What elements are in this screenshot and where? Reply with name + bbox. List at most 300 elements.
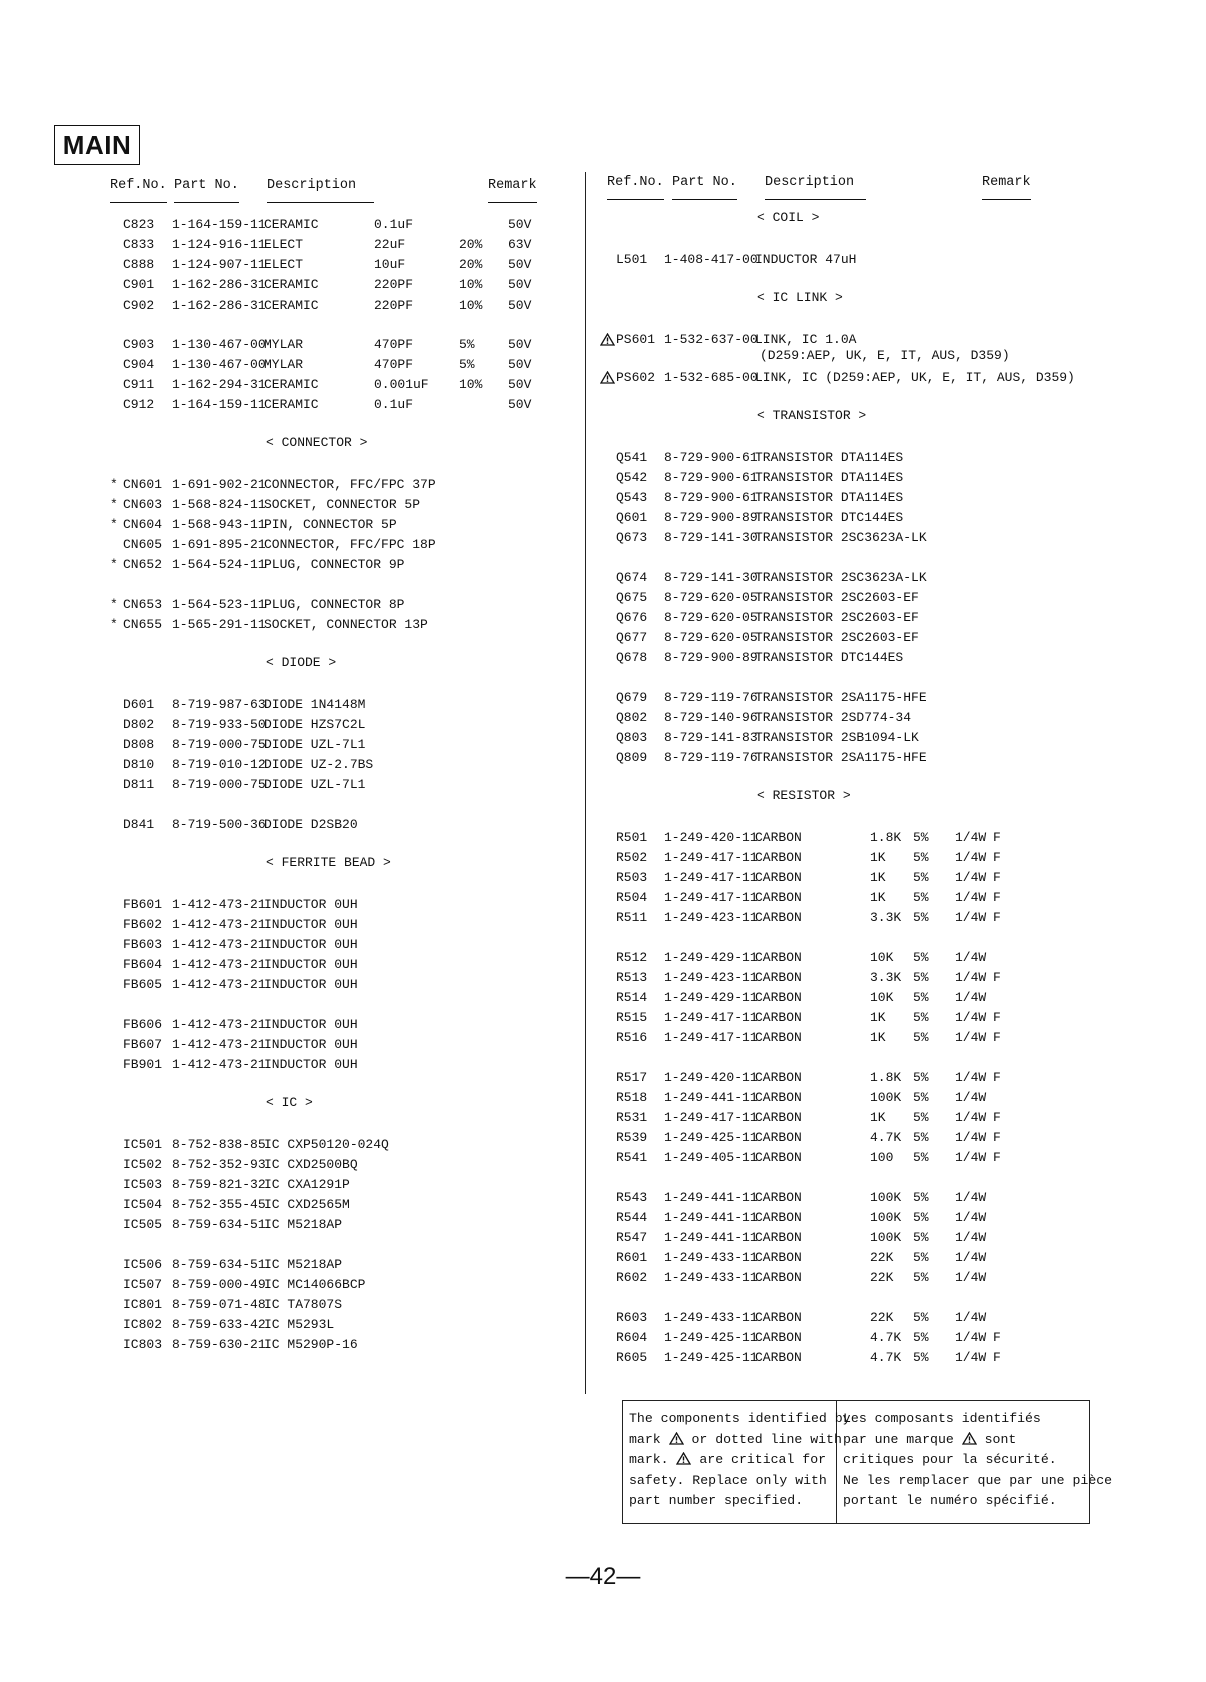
remark-flag: F — [993, 870, 1001, 885]
tolerance: 5% — [913, 1250, 929, 1265]
part-no: 1-249-423-11 — [664, 970, 758, 985]
value: 1.8K — [870, 830, 902, 845]
part-no: 8-729-620-05 — [664, 630, 758, 645]
part-row — [0, 708, 1206, 728]
part-row — [0, 848, 1206, 868]
part-row — [0, 1268, 1206, 1288]
part-no: 1-124-907-11 — [172, 257, 266, 272]
ref-no: IC801 — [123, 1297, 163, 1312]
description: DIODE UZ-2.7BS — [264, 757, 374, 772]
part-row — [0, 508, 1206, 528]
rating: 50V — [508, 217, 532, 232]
part-no: 8-719-987-63 — [172, 697, 266, 712]
notice-line: par une marque sont — [843, 1431, 1017, 1447]
part-no: 8-729-141-30 — [664, 570, 758, 585]
tolerance: 5% — [913, 1010, 929, 1025]
wattage: 1/4W — [955, 970, 987, 985]
part-no: 1-565-291-11 — [172, 617, 266, 632]
description: IC TA7807S — [264, 1297, 343, 1312]
ref-no: C904 — [123, 357, 155, 372]
ref-no: R512 — [616, 950, 648, 965]
ref-no: R513 — [616, 970, 648, 985]
value: 100K — [870, 1090, 902, 1105]
part-no: 8-759-633-42 — [172, 1317, 266, 1332]
ref-no: IC505 — [123, 1217, 163, 1232]
ref-no: Q677 — [616, 630, 648, 645]
value: 470PF — [374, 357, 414, 372]
part-no: 1-412-473-21 — [172, 917, 266, 932]
description: TRANSISTOR 2SB1094-LK — [755, 730, 919, 745]
part-no: 1-249-441-11 — [664, 1230, 758, 1245]
ref-no: D810 — [123, 757, 155, 772]
description-header: Description — [765, 175, 866, 200]
safety-asterisk: * — [110, 477, 118, 492]
value: 22K — [870, 1310, 894, 1325]
description: IC M5290P-16 — [264, 1337, 358, 1352]
tolerance: 5% — [913, 1150, 929, 1165]
part-row — [0, 1028, 1206, 1048]
part-no: 1-249-433-11 — [664, 1250, 758, 1265]
description: IC MC14066BCP — [264, 1277, 366, 1292]
part-row — [0, 908, 1206, 928]
ref-no: C911 — [123, 377, 155, 392]
remark-flag: F — [993, 970, 1001, 985]
tolerance: 5% — [913, 1330, 929, 1345]
description: CARBON — [755, 1210, 802, 1225]
ref-no: L501 — [616, 252, 648, 267]
description: CARBON — [755, 870, 802, 885]
part-no: 1-249-417-11 — [664, 890, 758, 905]
ref-no: R504 — [616, 890, 648, 905]
part-no: 1-249-441-11 — [664, 1210, 758, 1225]
safety-warning-icon — [600, 371, 615, 384]
part-row — [0, 728, 1206, 748]
tolerance: 5% — [913, 1070, 929, 1085]
part-row — [0, 988, 1206, 1008]
description: CARBON — [755, 890, 802, 905]
description: TRANSISTOR DTA114ES — [755, 450, 904, 465]
part-no: 1-249-441-11 — [664, 1190, 758, 1205]
ref-no: R518 — [616, 1090, 648, 1105]
part-no: 8-759-634-51 — [172, 1257, 266, 1272]
tolerance: 10% — [459, 377, 483, 392]
ref-no: R531 — [616, 1110, 648, 1125]
ref-no: Q541 — [616, 450, 648, 465]
ref-no: R514 — [616, 990, 648, 1005]
wattage: 1/4W — [955, 830, 987, 845]
wattage: 1/4W — [955, 1230, 987, 1245]
notice-line: Les composants identifiés — [843, 1411, 1041, 1426]
description: IC CXD2565M — [264, 1197, 350, 1212]
part-no-header: Part No. — [174, 178, 239, 203]
page-number: —42— — [565, 1563, 641, 1590]
description: CONNECTOR, FFC/FPC 37P — [264, 477, 436, 492]
description: IC CXP50120-024Q — [264, 1137, 389, 1152]
rating: 50V — [508, 397, 532, 412]
part-no: 1-408-417-00 — [664, 252, 758, 267]
part-row — [0, 528, 1206, 548]
wattage: 1/4W — [955, 990, 987, 1005]
description: CARBON — [755, 1310, 802, 1325]
tolerance: 5% — [913, 1030, 929, 1045]
tolerance: 5% — [913, 1230, 929, 1245]
wattage: 1/4W — [955, 1330, 987, 1345]
ref-no: R601 — [616, 1250, 648, 1265]
description: TRANSISTOR 2SA1175-HFE — [755, 690, 927, 705]
ref-no: R501 — [616, 830, 648, 845]
value: 22K — [870, 1250, 894, 1265]
description: CARBON — [755, 850, 802, 865]
notice-line: safety. Replace only with — [629, 1472, 827, 1488]
wattage: 1/4W — [955, 910, 987, 925]
rating: 50V — [508, 257, 532, 272]
part-no: 1-249-420-11 — [664, 830, 758, 845]
description: CARBON — [755, 1110, 802, 1125]
value: 1.8K — [870, 1070, 902, 1085]
description: TRANSISTOR 2SC3623A-LK — [755, 570, 927, 585]
tolerance: 5% — [913, 1110, 929, 1125]
description: LINK, IC (D259:AEP, UK, E, IT, AUS, D359) — [755, 370, 1075, 385]
ref-no: Q809 — [616, 750, 648, 765]
ref-no: R517 — [616, 1070, 648, 1085]
part-no: 1-249-405-11 — [664, 1150, 758, 1165]
ref-no: R515 — [616, 1010, 648, 1025]
part-no: 1-691-902-21 — [172, 477, 266, 492]
wattage: 1/4W — [955, 1190, 987, 1205]
ref-no: Q675 — [616, 590, 648, 605]
part-row — [0, 368, 1206, 388]
description: TRANSISTOR 2SD774-34 — [755, 710, 912, 725]
description: CERAMIC — [264, 298, 319, 313]
part-no: 8-729-141-83 — [664, 730, 758, 745]
part-row — [0, 588, 1206, 608]
safety-notice-english — [623, 1401, 851, 1523]
tolerance: 5% — [913, 1350, 929, 1365]
description: CARBON — [755, 1270, 802, 1285]
value: 220PF — [374, 298, 414, 313]
ref-no: Q542 — [616, 470, 648, 485]
ref-no: D802 — [123, 717, 155, 732]
part-row — [0, 330, 1206, 350]
value: 1K — [870, 1110, 886, 1125]
value: 4.7K — [870, 1330, 902, 1345]
description: CARBON — [755, 1350, 802, 1365]
ref-no: IC502 — [123, 1157, 163, 1172]
wattage: 1/4W — [955, 1070, 987, 1085]
description: IC CXD2500BQ — [264, 1157, 358, 1172]
description: TRANSISTOR 2SC2603-EF — [755, 590, 919, 605]
remark-flag: F — [993, 1330, 1001, 1345]
ref-no: Q601 — [616, 510, 648, 525]
part-no: 1-532-685-00 — [664, 370, 758, 385]
value: 1K — [870, 1010, 886, 1025]
notice-line: mark. are critical for — [629, 1452, 827, 1467]
part-no: 1-249-429-11 — [664, 950, 758, 965]
ref-no: PS602 — [616, 370, 656, 385]
remark-flag: F — [993, 850, 1001, 865]
part-row — [0, 448, 1206, 468]
tolerance: 5% — [913, 1310, 929, 1325]
part-row — [0, 1248, 1206, 1268]
part-row — [0, 1208, 1206, 1228]
part-no: 8-729-119-76 — [664, 750, 758, 765]
part-no: 1-249-417-11 — [664, 1010, 758, 1025]
part-no: 8-719-933-50 — [172, 717, 266, 732]
part-no: 8-729-900-61 — [664, 490, 758, 505]
description: TRANSISTOR DTC144ES — [755, 510, 904, 525]
description: CARBON — [755, 1070, 802, 1085]
part-no: 1-249-441-11 — [664, 1090, 758, 1105]
description: MYLAR — [264, 337, 304, 352]
value: 0.001uF — [374, 377, 429, 392]
part-row — [0, 568, 1206, 588]
remark-flag: F — [993, 890, 1001, 905]
ref-no: Q802 — [616, 710, 648, 725]
ref-no: FB606 — [123, 1017, 163, 1032]
ref-no: FB901 — [123, 1057, 163, 1072]
part-no: 8-719-010-12 — [172, 757, 266, 772]
safety-notice-french — [837, 1401, 1118, 1523]
description: INDUCTOR 0UH — [264, 897, 358, 912]
part-row — [0, 628, 1206, 648]
part-row — [0, 1068, 1206, 1088]
part-no: 1-162-294-31 — [172, 377, 266, 392]
value: 1K — [870, 850, 886, 865]
ref-no: R543 — [616, 1190, 648, 1205]
description: CARBON — [755, 1150, 802, 1165]
ref-no: R544 — [616, 1210, 648, 1225]
part-no: 1-568-943-11 — [172, 517, 266, 532]
value: 10K — [870, 990, 894, 1005]
description: SOCKET, CONNECTOR 5P — [264, 497, 421, 512]
part-row — [0, 888, 1206, 908]
description: IC M5293L — [264, 1317, 335, 1332]
description: CARBON — [755, 950, 802, 965]
page-title: MAIN — [54, 125, 140, 165]
description: TRANSISTOR DTA114ES — [755, 470, 904, 485]
part-row — [0, 1228, 1206, 1248]
part-no: 1-249-417-11 — [664, 1030, 758, 1045]
description: DIODE UZL-7L1 — [264, 777, 366, 792]
wattage: 1/4W — [955, 1030, 987, 1045]
part-no: 8-729-140-96 — [664, 710, 758, 725]
part-row — [0, 1188, 1206, 1208]
description: TRANSISTOR 2SC3623A-LK — [755, 530, 927, 545]
ref-no: C902 — [123, 298, 155, 313]
tolerance: 5% — [913, 1210, 929, 1225]
wattage: 1/4W — [955, 1270, 987, 1285]
part-no: 8-729-141-30 — [664, 530, 758, 545]
section-heading: < COIL > — [757, 210, 820, 225]
description: IC M5218AP — [264, 1217, 343, 1232]
part-no: 1-249-417-11 — [664, 870, 758, 885]
part-row — [0, 1328, 1206, 1348]
part-no: 1-412-473-21 — [172, 977, 266, 992]
remark-note: (D259:AEP, UK, E, IT, AUS, D359) — [760, 348, 1010, 363]
part-row — [0, 1308, 1206, 1328]
safety-asterisk: * — [110, 617, 118, 632]
wattage: 1/4W — [955, 870, 987, 885]
part-no: 8-752-355-45 — [172, 1197, 266, 1212]
description: INDUCTOR 0UH — [264, 1017, 358, 1032]
description: INDUCTOR 0UH — [264, 957, 358, 972]
remark-flag: F — [993, 1030, 1001, 1045]
part-no: 1-164-159-11 — [172, 397, 266, 412]
value: 10uF — [374, 257, 406, 272]
section-heading: < RESISTOR > — [757, 788, 851, 803]
description: CARBON — [755, 1030, 802, 1045]
wattage: 1/4W — [955, 1310, 987, 1325]
value: 100K — [870, 1210, 902, 1225]
ref-no: PS601 — [616, 332, 656, 347]
description: CARBON — [755, 830, 802, 845]
safety-asterisk: * — [110, 517, 118, 532]
section-heading: < CONNECTOR > — [266, 435, 368, 450]
section-heading: < IC > — [266, 1095, 313, 1110]
part-no: 1-568-824-11 — [172, 497, 266, 512]
part-no: 1-249-433-11 — [664, 1310, 758, 1325]
value: 0.1uF — [374, 397, 414, 412]
part-no: 1-412-473-21 — [172, 1057, 266, 1072]
ref-no: R547 — [616, 1230, 648, 1245]
ref-no: CN605 — [123, 537, 163, 552]
description: CARBON — [755, 1010, 802, 1025]
part-row — [0, 648, 1206, 668]
remark-flag: F — [993, 1010, 1001, 1025]
description: INDUCTOR 47uH — [755, 252, 857, 267]
part-row — [0, 688, 1206, 708]
ref-no: R511 — [616, 910, 648, 925]
part-no: 1-564-523-11 — [172, 597, 266, 612]
part-row — [0, 1128, 1206, 1148]
description: CARBON — [755, 990, 802, 1005]
ref-no: C888 — [123, 257, 155, 272]
part-no: 1-412-473-21 — [172, 937, 266, 952]
part-no: 1-249-425-11 — [664, 1130, 758, 1145]
description: CONNECTOR, FFC/FPC 18P — [264, 537, 436, 552]
description: TRANSISTOR 2SC2603-EF — [755, 610, 919, 625]
ref-no: C901 — [123, 277, 155, 292]
ref-no: Q673 — [616, 530, 648, 545]
wattage: 1/4W — [955, 1350, 987, 1365]
rating: 50V — [508, 277, 532, 292]
section-heading: < IC LINK > — [757, 290, 843, 305]
part-no: 8-719-500-36 — [172, 817, 266, 832]
remark-flag: F — [993, 1350, 1001, 1365]
part-no: 1-249-417-11 — [664, 1110, 758, 1125]
part-no-header: Part No. — [672, 175, 737, 200]
description: DIODE 1N4148M — [264, 697, 366, 712]
description: INDUCTOR 0UH — [264, 937, 358, 952]
part-row — [0, 1348, 1206, 1368]
value: 0.1uF — [374, 217, 414, 232]
value: 100K — [870, 1190, 902, 1205]
part-no: 1-412-473-21 — [172, 1017, 266, 1032]
remark-flag: F — [993, 1150, 1001, 1165]
tolerance: 5% — [913, 1090, 929, 1105]
part-no: 1-130-467-00 — [172, 357, 266, 372]
description: IC M5218AP — [264, 1257, 343, 1272]
part-no: 8-759-630-21 — [172, 1337, 266, 1352]
tolerance: 10% — [459, 298, 483, 313]
part-no: 8-759-634-51 — [172, 1217, 266, 1232]
description: CARBON — [755, 970, 802, 985]
ref-no: R539 — [616, 1130, 648, 1145]
description: CERAMIC — [264, 217, 319, 232]
tolerance: 5% — [913, 990, 929, 1005]
part-row — [0, 1108, 1206, 1128]
ref-no: CN603 — [123, 497, 163, 512]
wattage: 1/4W — [955, 1250, 987, 1265]
tolerance: 5% — [913, 870, 929, 885]
notice-line: The components identified by — [629, 1411, 851, 1426]
part-no: 8-729-900-89 — [664, 650, 758, 665]
safety-warning-icon — [669, 1432, 684, 1445]
value: 1K — [870, 1030, 886, 1045]
tolerance: 20% — [459, 257, 483, 272]
ref-no: R604 — [616, 1330, 648, 1345]
description: DIODE UZL-7L1 — [264, 737, 366, 752]
ref-no: CN601 — [123, 477, 163, 492]
rating: 63V — [508, 237, 532, 252]
ref-no: R541 — [616, 1150, 648, 1165]
notice-line: portant le numéro spécifié. — [843, 1493, 1057, 1508]
value: 3.3K — [870, 970, 902, 985]
ref-no: Q678 — [616, 650, 648, 665]
remark-flag: F — [993, 830, 1001, 845]
part-no: 8-729-900-61 — [664, 470, 758, 485]
description: CERAMIC — [264, 397, 319, 412]
tolerance: 5% — [913, 850, 929, 865]
part-row — [0, 948, 1206, 968]
remark-header: Remark — [488, 178, 537, 203]
value: 100K — [870, 1230, 902, 1245]
description: CERAMIC — [264, 277, 319, 292]
ref-no: R602 — [616, 1270, 648, 1285]
description: PIN, CONNECTOR 5P — [264, 517, 397, 532]
value: 22uF — [374, 237, 406, 252]
part-row — [0, 968, 1206, 988]
description: SOCKET, CONNECTOR 13P — [264, 617, 428, 632]
tolerance: 5% — [913, 1270, 929, 1285]
part-no: 1-249-429-11 — [664, 990, 758, 1005]
ref-no: D811 — [123, 777, 155, 792]
description: INDUCTOR 0UH — [264, 917, 358, 932]
part-no: 1-412-473-21 — [172, 897, 266, 912]
ref-no: C912 — [123, 397, 155, 412]
ref-no: CN604 — [123, 517, 163, 532]
notice-line: Ne les remplacer que par une pièce — [843, 1472, 1113, 1488]
rating: 50V — [508, 377, 532, 392]
part-row — [0, 608, 1206, 628]
part-no: 1-162-286-31 — [172, 298, 266, 313]
wattage: 1/4W — [955, 1150, 987, 1165]
ref-no-header: Ref.No. — [110, 178, 167, 203]
description: CERAMIC — [264, 377, 319, 392]
description: TRANSISTOR DTA114ES — [755, 490, 904, 505]
part-no: 8-759-000-49 — [172, 1277, 266, 1292]
value: 100 — [870, 1150, 894, 1165]
description: CARBON — [755, 1190, 802, 1205]
safety-asterisk: * — [110, 597, 118, 612]
description-header: Description — [267, 178, 374, 203]
description: MYLAR — [264, 357, 304, 372]
part-no: 1-564-524-11 — [172, 557, 266, 572]
value: 22K — [870, 1270, 894, 1285]
ref-no: IC507 — [123, 1277, 163, 1292]
part-row — [0, 1008, 1206, 1028]
safety-asterisk: * — [110, 557, 118, 572]
